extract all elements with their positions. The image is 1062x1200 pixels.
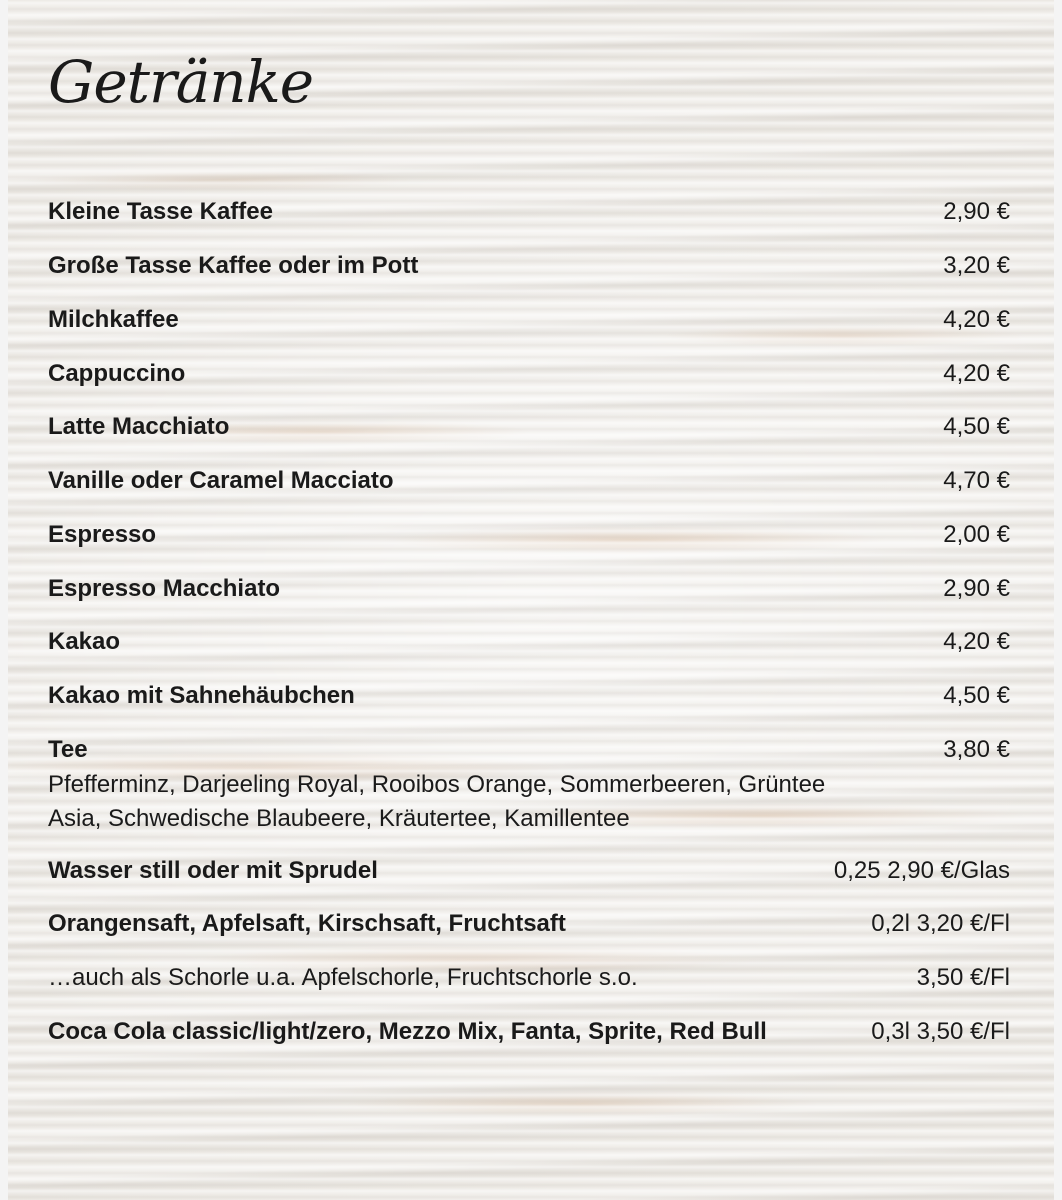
page-border-left <box>0 0 8 1200</box>
item-price: 0,3l 3,50 €/Fl <box>871 1018 1010 1045</box>
item-price: 0,2l 3,20 €/Fl <box>871 910 1010 937</box>
page-border-right <box>1054 0 1062 1200</box>
item-price: 4,70 € <box>943 467 1010 494</box>
item-name: Espresso <box>48 521 157 548</box>
item-name: Orangensaft, Apfelsaft, Kirschsaft, Fruchtsaft <box>48 910 566 937</box>
item-price: 2,90 € <box>943 198 1010 225</box>
item-name: Kakao <box>48 628 121 655</box>
item-description: Pfefferminz, Darjeeling Royal, Rooibos Orange, Sommerbeeren, Grüntee Asia, Schwedische Blaubeere, Kräutertee, Kamillentee <box>48 771 826 832</box>
item-name: Espresso Macchiato <box>48 575 281 602</box>
item-name: Kleine Tasse Kaffee <box>48 198 273 225</box>
item-price: 3,50 €/Fl <box>916 964 1010 991</box>
item-name: Kakao mit Sahnehäubchen <box>48 682 355 709</box>
item-name: Milchkaffee <box>48 306 179 333</box>
item-name: Große Tasse Kaffee oder im Pott <box>48 252 419 279</box>
item-name: Cappuccino <box>48 360 186 387</box>
item-name: Wasser still oder mit Sprudel <box>48 857 378 884</box>
item-price: 4,20 € <box>943 306 1010 333</box>
menu-title: Getränke <box>48 48 314 116</box>
item-name: Tee <box>48 736 88 763</box>
item-name: Coca Cola classic/light/zero, Mezzo Mix, Fanta, Sprite, Red Bull <box>48 1018 767 1045</box>
item-price: 3,80 € <box>943 736 1010 763</box>
item-price: 4,20 € <box>943 360 1010 387</box>
item-price: 0,25 2,90 €/Glas <box>833 857 1010 884</box>
item-price: 2,00 € <box>943 521 1010 548</box>
item-name: Vanille oder Caramel Macciato <box>48 467 394 494</box>
item-price: 2,90 € <box>943 575 1010 602</box>
item-price: 4,50 € <box>943 682 1010 709</box>
item-name: …auch als Schorle u.a. Apfelschorle, Fruchtschorle s.o. <box>48 964 638 991</box>
item-price: 4,20 € <box>943 628 1010 655</box>
item-price: 4,50 € <box>943 413 1010 440</box>
item-price: 3,20 € <box>943 252 1010 279</box>
menu-page <box>8 0 1054 1200</box>
item-name: Latte Macchiato <box>48 413 230 440</box>
